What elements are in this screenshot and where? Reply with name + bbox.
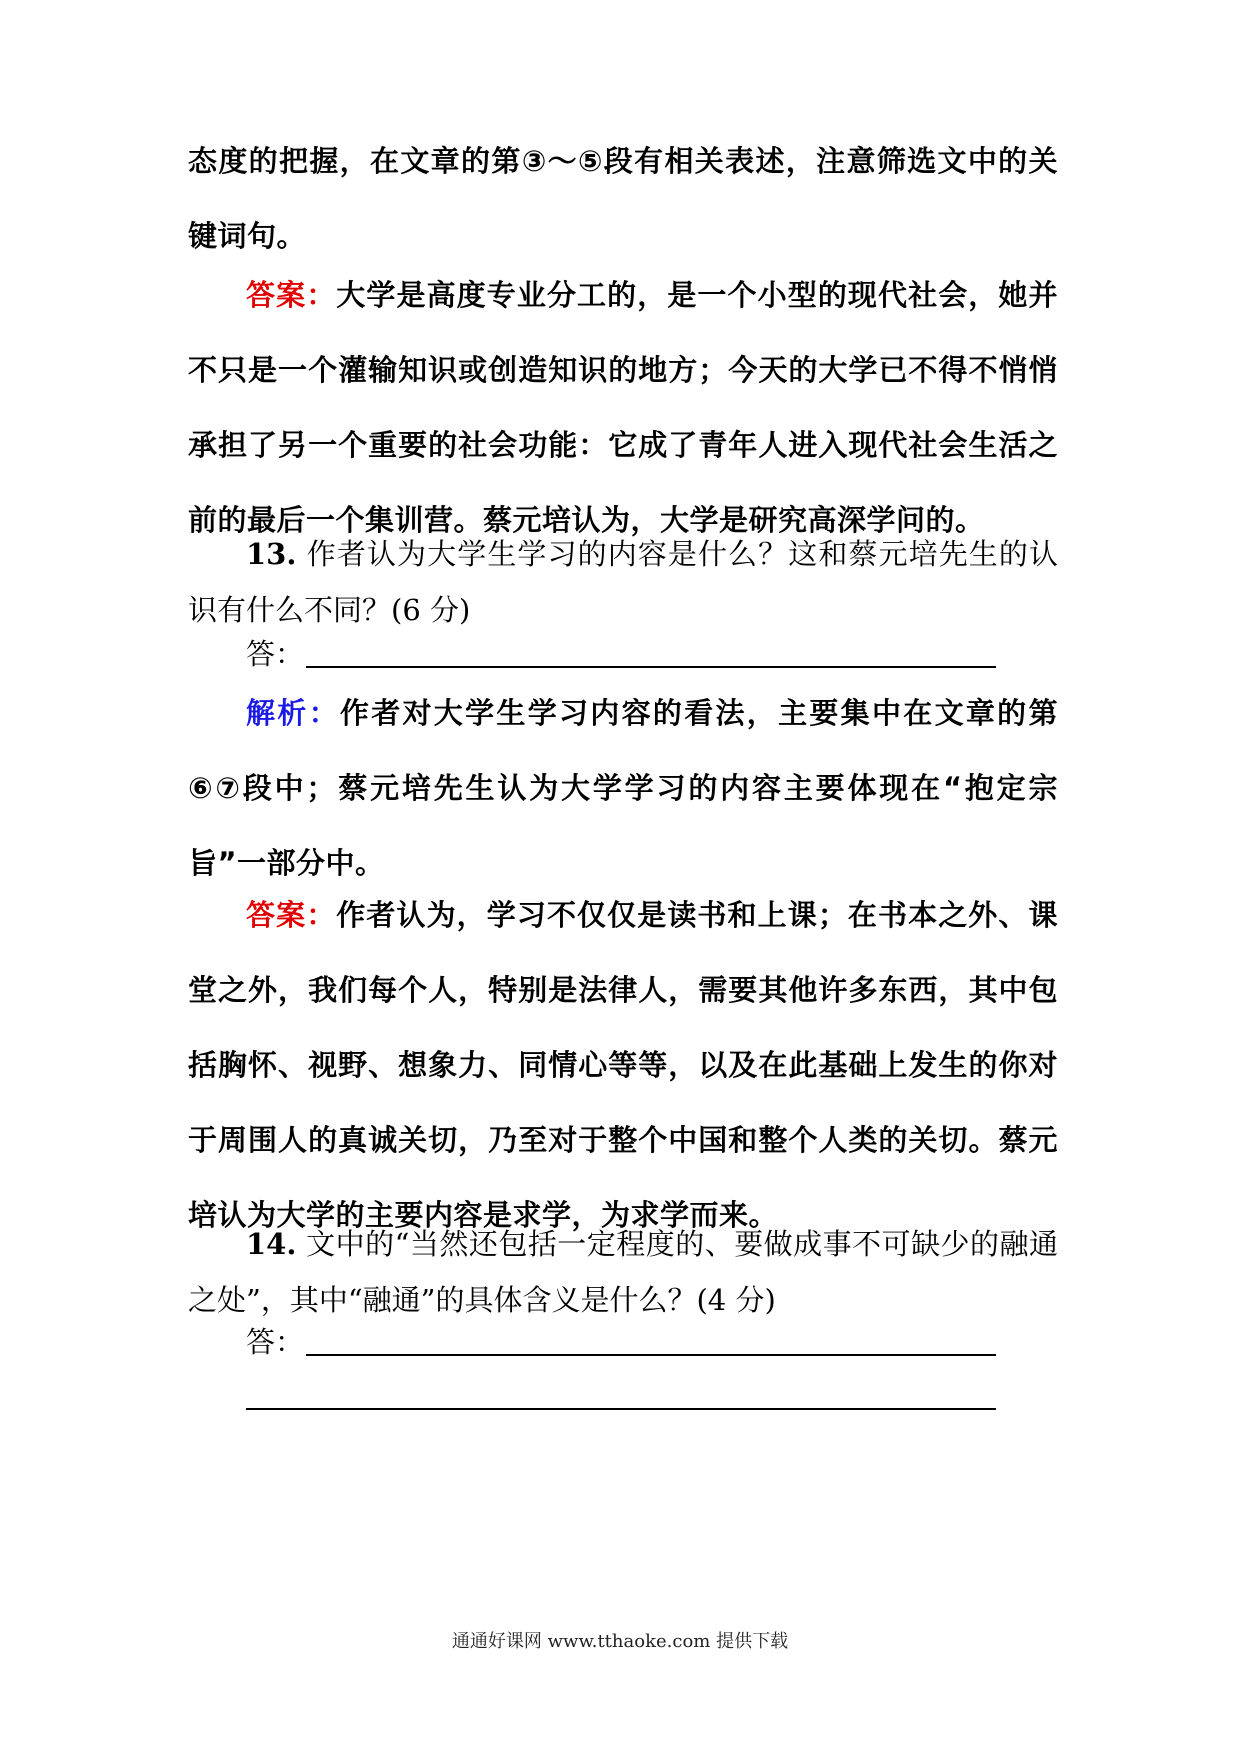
- question-number: 13.: [246, 537, 297, 571]
- question-number: 14.: [246, 1227, 297, 1261]
- answer-blank-13[interactable]: [306, 666, 996, 668]
- footer-text: 通通好课网 www.tthaoke.com 提供下载: [451, 1631, 789, 1652]
- analysis-13-block: [188, 676, 1058, 901]
- answer-line-13: [246, 634, 304, 674]
- question-text: 文中的“当然还包括一定程度的、要做成事不可缺少的融通之处”，其中“融通”的具体含义是什么？(4 分): [188, 1227, 1058, 1317]
- answer-line-14: [246, 1322, 304, 1362]
- page-footer: [0, 1630, 1240, 1654]
- question-13: [188, 526, 1058, 638]
- analysis-continuation: [188, 124, 1058, 274]
- answer-prompt: 答：: [246, 1325, 305, 1359]
- question-14: [188, 1216, 1058, 1328]
- answer-label: 答案：: [246, 898, 337, 932]
- answer-text: 作者认为，学习不仅仅是读书和上课；在书本之外、课堂之外，我们每个人，特别是法律人，需要其他许多东西，其中包括胸怀、视野、想象力、同情心等等，以及在此基础上发生的你对于周围人的真诚关切，乃至对于整个中国和整个人类的关切。蔡元培认为大学的主要内容是求学，为求学而来。: [188, 898, 1058, 1232]
- analysis-text: 作者对大学生学习内容的看法，主要集中在文章的第⑥⑦段中；蔡元培先生认为大学学习的内容主要体现在“抱定宗旨”一部分中。: [188, 696, 1058, 880]
- question-text: 作者认为大学生学习的内容是什么？这和蔡元培先生的认识有什么不同？(6 分): [188, 537, 1058, 627]
- answer-blank-14-line-2[interactable]: [246, 1408, 996, 1410]
- analysis-continuation-text: 态度的把握，在文章的第③～⑤段有相关表述，注意筛选文中的关键词句。: [188, 144, 1058, 253]
- answer-text: 大学是高度专业分工的，是一个小型的现代社会，她并不只是一个灌输知识或创造知识的地方；今天的大学已不得不悄悄承担了另一个重要的社会功能：它成了青年人进入现代社会生活之前的最后一个集训营。蔡元培认为，大学是研究高深学问的。: [188, 278, 1058, 537]
- answer-13-block: [188, 878, 1058, 1253]
- answer-prompt: 答：: [246, 637, 305, 671]
- answer-12-block: [188, 258, 1058, 558]
- answer-label: 答案：: [246, 278, 337, 312]
- analysis-label: 解析：: [246, 696, 340, 730]
- answer-blank-14-line-1[interactable]: [306, 1354, 996, 1356]
